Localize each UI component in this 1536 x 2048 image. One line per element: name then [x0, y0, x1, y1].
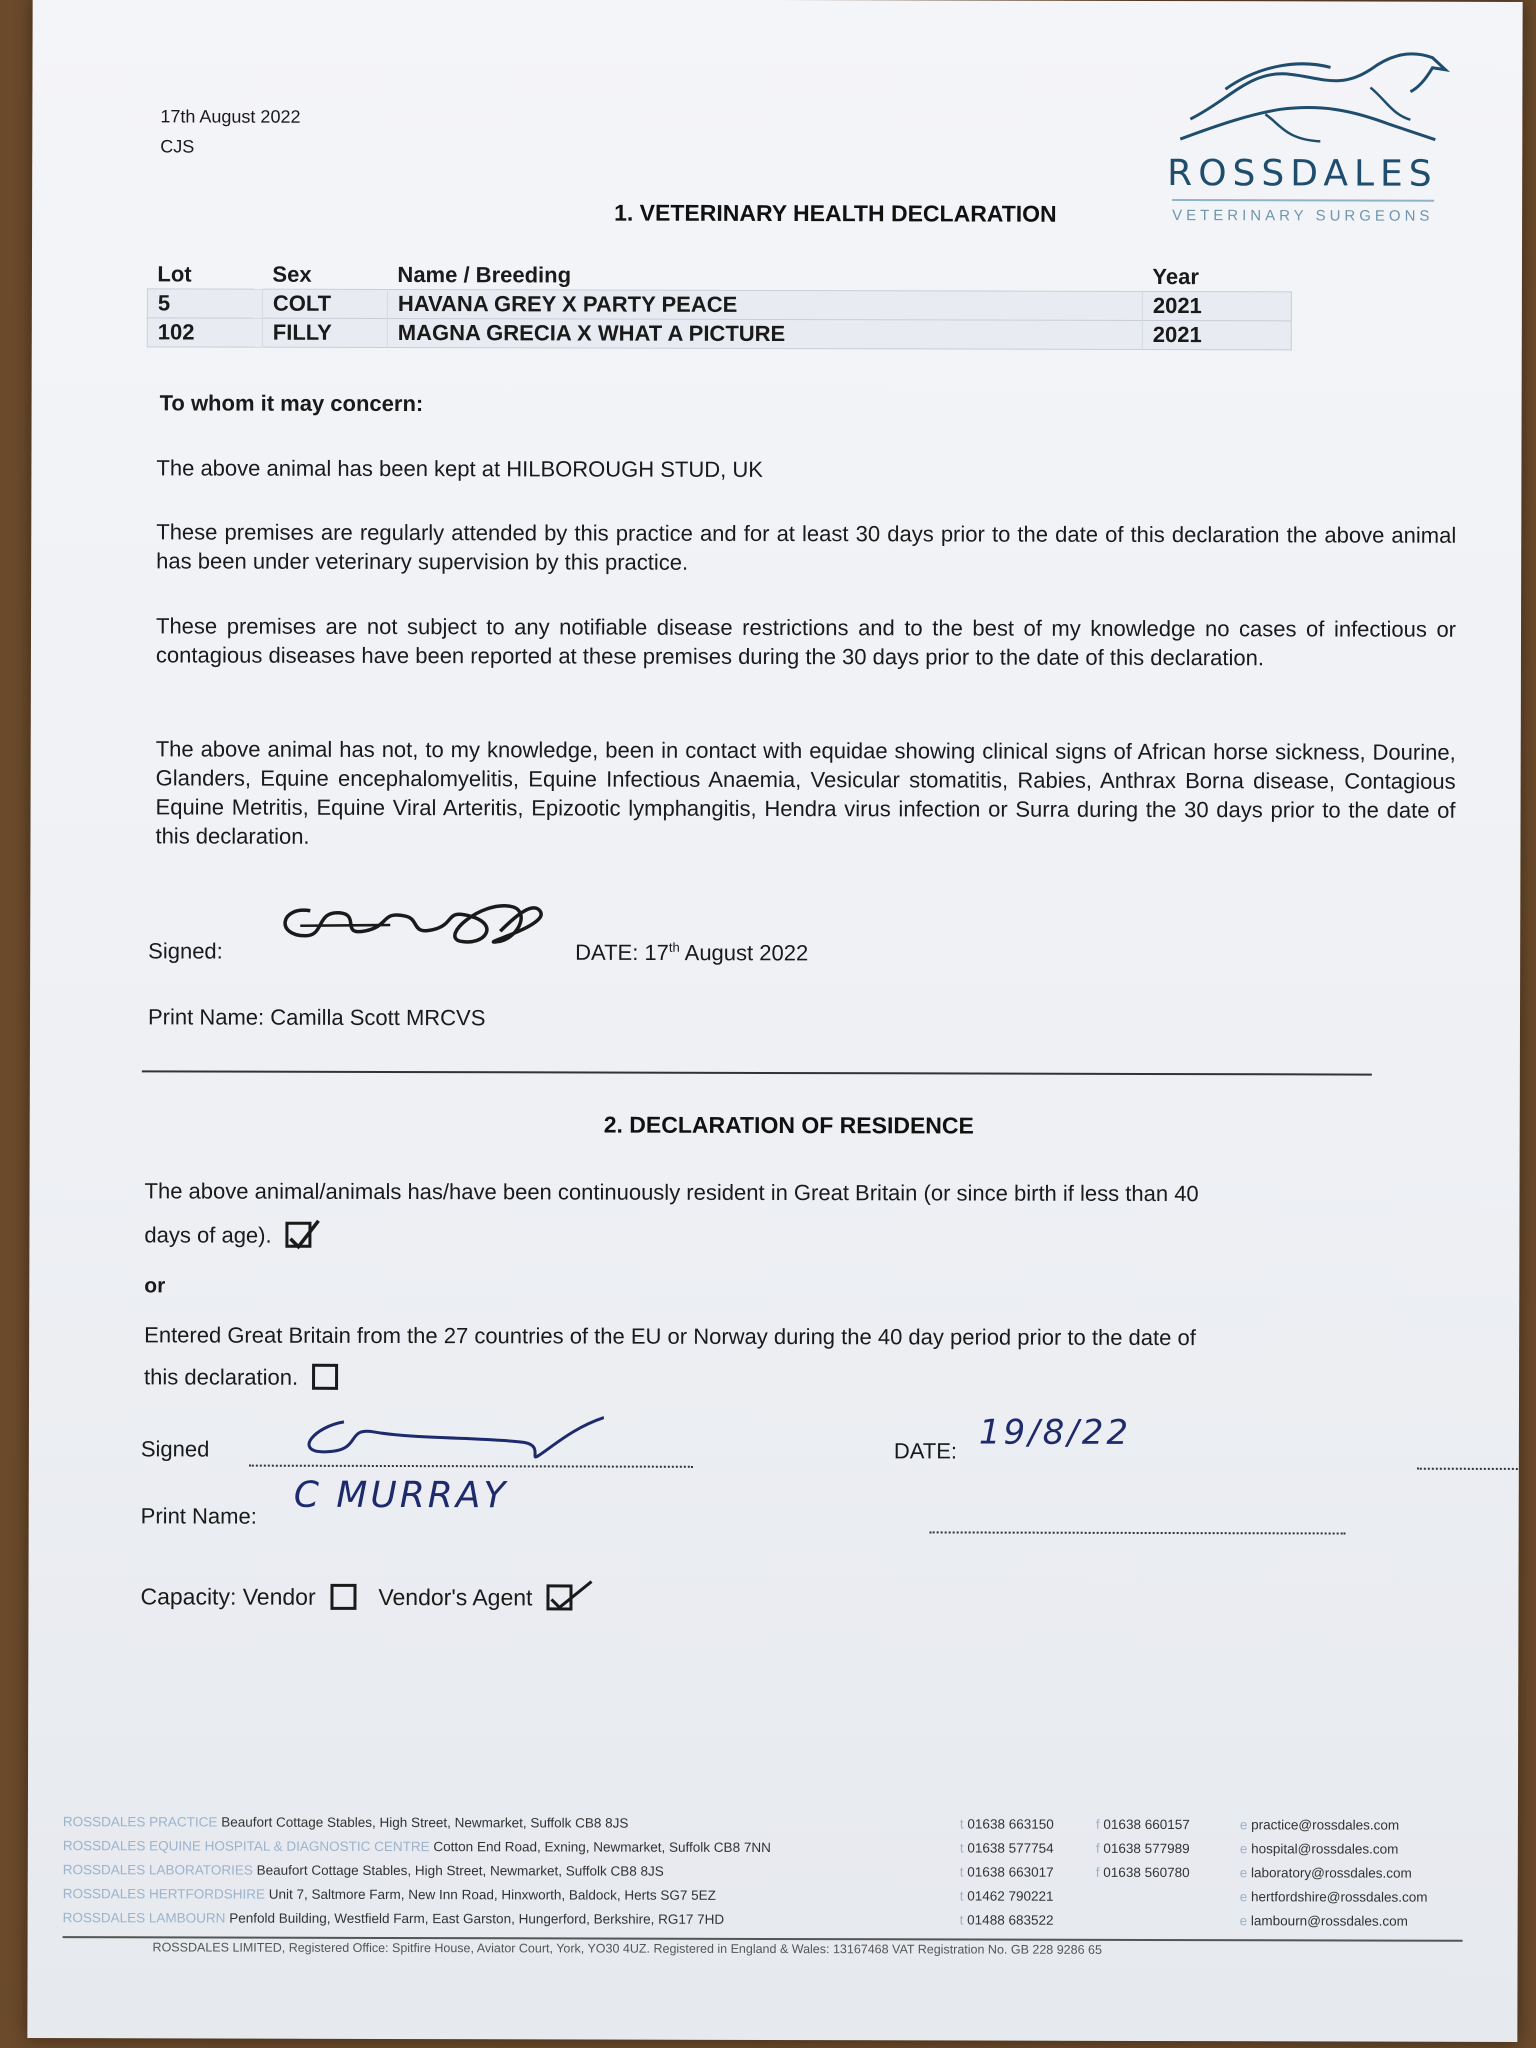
vet-signature [270, 891, 570, 962]
footer-firm: ROSSDALES LABORATORIES [62, 1862, 253, 1878]
footer-address: Penfold Building, Westfield Farm, East Garston, Hungerford, Berkshire, RG17 7HD [229, 1910, 725, 1927]
footer-addresses [63, 1810, 771, 1932]
residence-option2 [144, 1362, 1394, 1395]
resident-date-label: DATE: [893, 1438, 958, 1464]
declaration-page [27, 0, 1522, 2042]
cell-lot: 102 [157, 319, 195, 345]
paragraph-restrictions: These premises are not subject to any notifiable disease restrictions and to the best of my knowledge no cases of infectious or contagious diseases have been reported at these premises during the 30 days prior to the date of this declaration. [155, 613, 1457, 671]
footer-address: Beaufort Cottage Stables, High Street, Newmarket, Suffolk CB8 8JS [221, 1814, 629, 1831]
resident-print-line [930, 1505, 1346, 1534]
footer-address: Cotton End Road, Exning, Newmarket, Suffolk CB8 7NN [433, 1839, 771, 1855]
section1-title: 1. VETERINARY HEALTH DECLARATION [614, 199, 1057, 227]
entered-gb-checkbox[interactable] [312, 1364, 338, 1390]
footer-tel: 01638 577754 [967, 1840, 1054, 1856]
footer-email[interactable]: hertfordshire@rossdales.com [1250, 1889, 1428, 1905]
paragraph-premises: The above animal has been kept at HILBOROUGH STUD, UK [156, 455, 763, 482]
table-header-row [147, 260, 1291, 291]
footer-fax: 01638 577989 [1103, 1840, 1190, 1857]
resident-signed-label: Signed [140, 1436, 210, 1462]
col-name: Name / Breeding [397, 262, 572, 288]
salutation: To whom it may concern: [159, 390, 424, 417]
vendors-agent-checkbox[interactable] [547, 1584, 573, 1610]
resident-date-value[interactable]: 19/8/22 [978, 1412, 1132, 1453]
paragraph-diseases: The above animal has not, to my knowledge, been in contact with equidae showing clinical signs of African horse sickness, Dourine, Glanders, Equine encephalomyelitis, Equine Infectious Anaemia, Vesicular stomatitis, Rabies, Anthrax Borna disease, Contagious Equine Metritis, Equine Viral Arteritis, Epizootic lymphangitis, Hendra virus infection or Surra during the 30 days prior to the date of this declaration. [155, 736, 1456, 849]
capacity-vendor-label: Capacity: Vendor [140, 1583, 316, 1610]
footer-tel: 01638 663150 [967, 1816, 1054, 1832]
footer-email[interactable]: practice@rossdales.com [1251, 1817, 1400, 1833]
cell-lot: 5 [157, 290, 171, 316]
table-row [147, 318, 1291, 350]
vendor-checkbox[interactable] [330, 1584, 356, 1610]
resident-print-label: Print Name: [140, 1503, 257, 1529]
vendors-agent-label: Vendor's Agent [378, 1583, 533, 1611]
col-lot: Lot [157, 261, 192, 287]
footer-line [63, 1834, 771, 1860]
footer-firm: ROSSDALES PRACTICE [62, 1814, 218, 1830]
footer-tel: 01462 790221 [967, 1888, 1054, 1904]
cell-sex: FILLY [262, 318, 387, 347]
footer-address: Unit 7, Saltmore Farm, New Inn Road, Hinxworth, Baldock, Herts SG7 5EZ [268, 1886, 716, 1903]
vet-date-label: DATE: 17 [575, 939, 669, 966]
section-divider [142, 1070, 1372, 1075]
footer-tel: 01638 663017 [967, 1864, 1054, 1880]
header-initials: CJS [160, 136, 195, 157]
resident-print-value[interactable]: C MURRAY [293, 1474, 509, 1517]
footer-fax: 01638 560780 [1103, 1864, 1190, 1881]
residence-option2-line1: Entered Great Britain from the 27 countries of the EU or Norway during the 40 day period prior to the date of [144, 1322, 1196, 1351]
footer-emails: e practice@rossdales.com e hospital@rossdales.com e laboratory@rossdales.com e hertfordshire@rossdales.com e lambourn@rossdales.com [1239, 1817, 1428, 1929]
footer-tel: 01488 683522 [967, 1912, 1054, 1928]
residence-option1-line1: The above animal/animals has/have been continuously resident in Great Britain (or since birth if less than 40 [144, 1178, 1199, 1207]
col-sex: Sex [272, 261, 312, 287]
signed-label: Signed: [148, 938, 223, 964]
horse-logo-icon [1170, 29, 1460, 150]
table-row [147, 289, 1291, 321]
footer-fax: 01638 660157 [1103, 1816, 1190, 1833]
capacity-row [140, 1583, 572, 1611]
footer-address: Beaufort Cottage Stables, High Street, Newmarket, Suffolk CB8 8JS [256, 1862, 664, 1879]
footer-registered: ROSSDALES LIMITED, Registered Office: Spitfire House, Aviator Court, York, YO30 4UZ. Registered in England & Wales: 13167468 VAT Registration No. GB 228 9286 65 [152, 1940, 1102, 1957]
footer-line [63, 1858, 771, 1884]
vet-print-name: Print Name: Camilla Scott MRCVS [147, 1004, 486, 1031]
footer-faxes: f 01638 660157 f 01638 577989 f 01638 560780 [1095, 1816, 1190, 1881]
vet-date [575, 939, 808, 966]
resident-checkbox[interactable] [286, 1222, 312, 1248]
resident-date-line [1417, 1442, 1522, 1471]
footer-email[interactable]: hospital@rossdales.com [1251, 1841, 1399, 1857]
logo-divider [1172, 199, 1434, 202]
lots-table [147, 260, 1292, 350]
residence-option1-line2: days of age). [144, 1222, 272, 1248]
resident-signature [284, 1407, 604, 1468]
paragraph-supervision: These premises are regularly attended by this practice and for at least 30 days prior to the date of this declaration the above animal has been under veterinary supervision by this practice. [156, 519, 1457, 575]
residence-option2-line2: this declaration. [144, 1364, 299, 1390]
or-separator: or [144, 1274, 166, 1298]
vet-date-rest: August 2022 [679, 940, 809, 966]
section2-title: 2. DECLARATION OF RESIDENCE [603, 1111, 974, 1139]
logo-subtitle: VETERINARY SURGEONS [1172, 207, 1434, 225]
cell-year: 2021 [1142, 291, 1291, 320]
footer-line [63, 1906, 771, 1932]
logo-wordmark: ROSSDALES [1167, 153, 1438, 195]
footer-firm: ROSSDALES HERTFORDSHIRE [62, 1886, 266, 1902]
cell-name: MAGNA GRECIA X WHAT A PICTURE [387, 318, 1142, 349]
footer-email[interactable]: lambourn@rossdales.com [1250, 1913, 1408, 1929]
footer-line [63, 1810, 771, 1836]
vet-date-sup: th [668, 939, 680, 955]
footer-firm: ROSSDALES EQUINE HOSPITAL & DIAGNOSTIC CENTRE [62, 1838, 430, 1855]
footer-email[interactable]: laboratory@rossdales.com [1251, 1865, 1412, 1881]
cell-sex: COLT [262, 289, 387, 318]
cell-year: 2021 [1142, 320, 1291, 349]
footer-firm: ROSSDALES LAMBOURN [62, 1910, 226, 1926]
cell-name: HAVANA GREY X PARTY PEACE [387, 289, 1142, 320]
col-year: Year [1152, 263, 1199, 290]
header-date: 17th August 2022 [160, 106, 301, 127]
residence-option1 [144, 1220, 1394, 1253]
footer-line [63, 1882, 771, 1908]
footer-telephones: t 01638 663150 t 01638 577754 t 01638 663017 t 01462 790221 t 01488 683522 [959, 1816, 1054, 1928]
